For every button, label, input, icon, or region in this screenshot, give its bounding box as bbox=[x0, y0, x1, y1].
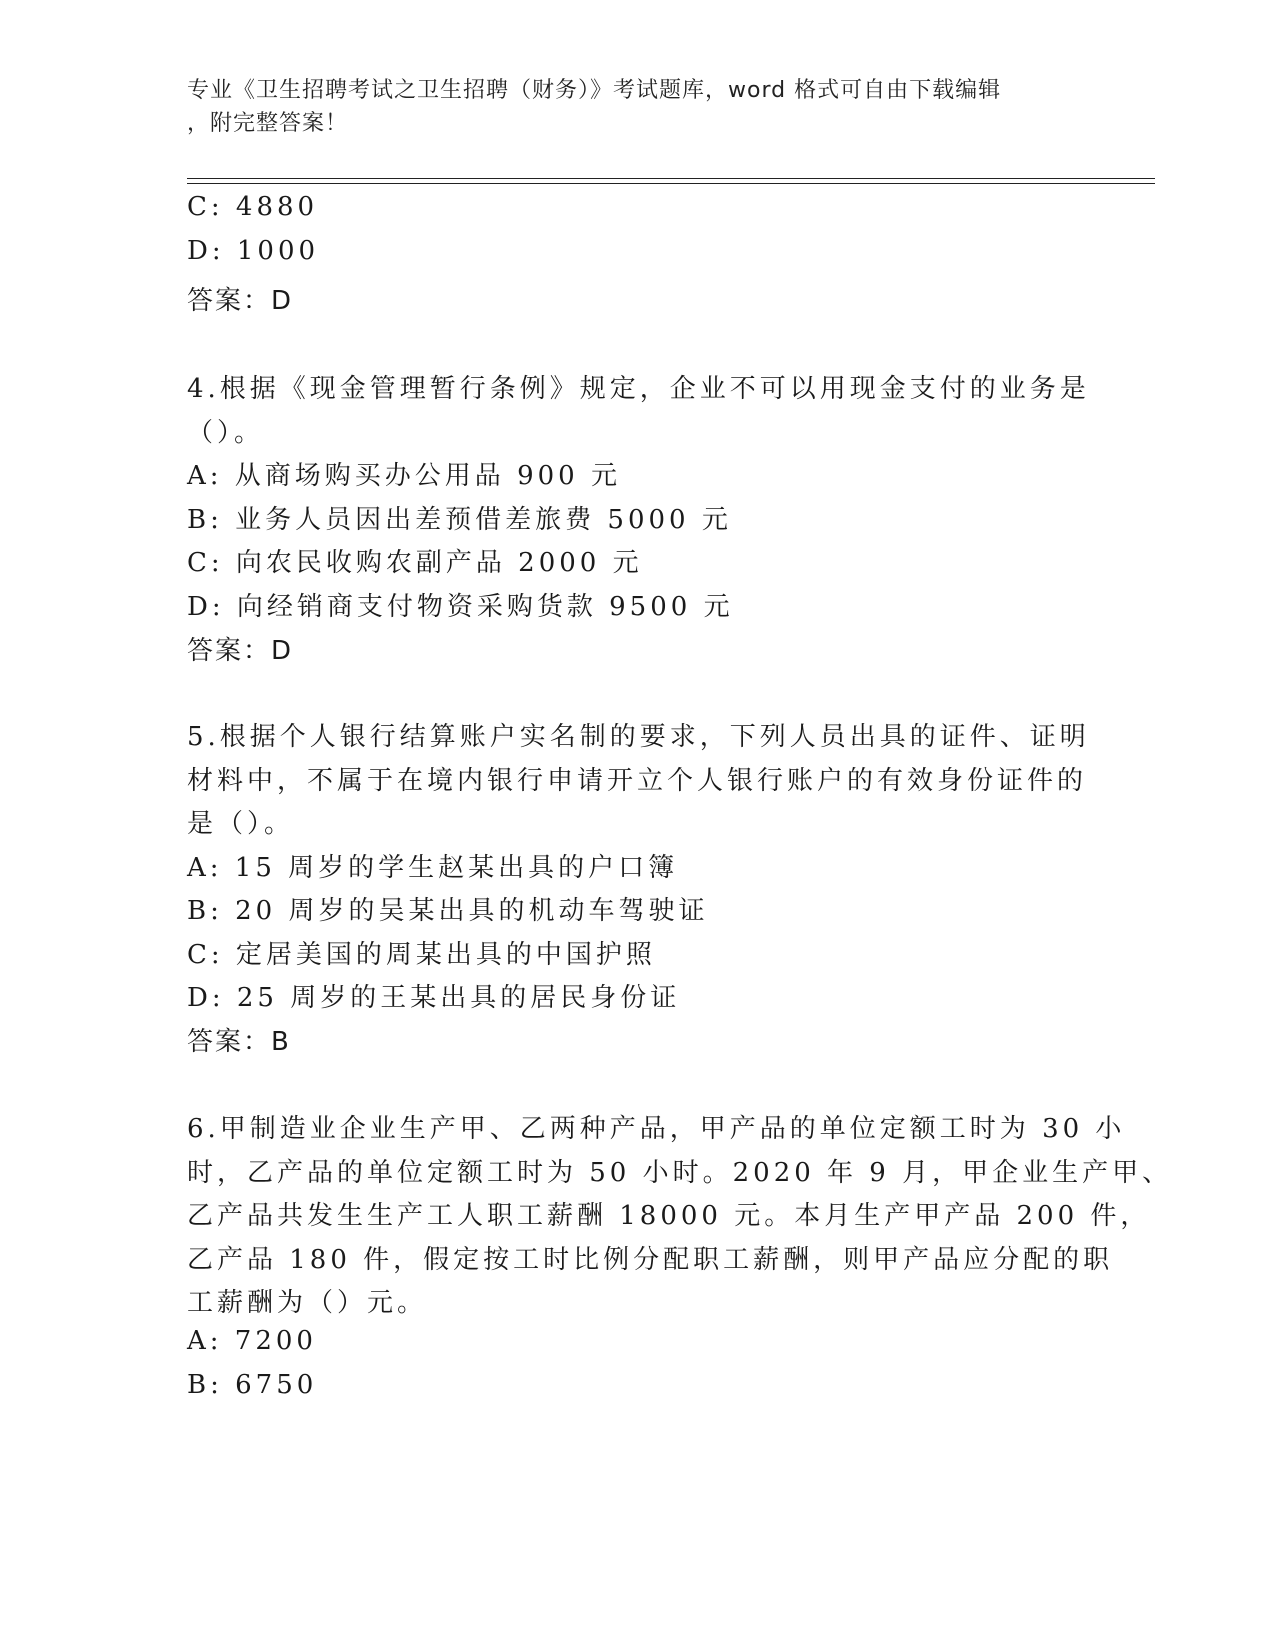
q6-stem-line: 乙产品 180 件，假定按工时比例分配职工薪酬，则甲产品应分配的职 bbox=[187, 1245, 1114, 1275]
q4-option-b: B: 业务人员因出差预借差旅费 5000 元 bbox=[187, 505, 732, 535]
q3-option-c: C: 4880 bbox=[187, 192, 319, 222]
q6-stem-line: 乙产品共发生生产工人职工薪酬 18000 元。本月生产甲产品 200 件， bbox=[187, 1201, 1151, 1231]
q5-option-c: C: 定居美国的周某出具的中国护照 bbox=[187, 940, 656, 970]
q3-option-d: D: 1000 bbox=[187, 236, 320, 266]
q5-stem-line: 是（）。 bbox=[187, 809, 295, 839]
q4-stem-line: 4.根据《现金管理暂行条例》规定，企业不可以用现金支付的业务是 bbox=[187, 374, 1090, 404]
q4-option-d: D: 向经销商支付物资采购货款 9500 元 bbox=[187, 592, 734, 622]
q6-stem-line: 6.甲制造业企业生产甲、乙两种产品，甲产品的单位定额工时为 30 小 bbox=[187, 1114, 1126, 1144]
q4-stem-line: （）。 bbox=[187, 418, 265, 448]
q5-stem-line: 材料中，不属于在境内银行申请开立个人银行账户的有效身份证件的 bbox=[187, 766, 1088, 796]
q5-option-d: D: 25 周岁的王某出具的居民身份证 bbox=[187, 983, 681, 1013]
q3-answer: 答案：D bbox=[187, 286, 294, 316]
header-divider-bottom bbox=[187, 183, 1155, 184]
q4-option-c: C: 向农民收购农副产品 2000 元 bbox=[187, 548, 643, 578]
q5-option-a: A: 15 周岁的学生赵某出具的户口簿 bbox=[187, 853, 679, 883]
q5-option-b: B: 20 周岁的吴某出具的机动车驾驶证 bbox=[187, 896, 709, 926]
q6-stem-line: 工薪酬为（）元。 bbox=[187, 1288, 428, 1318]
q5-stem-line: 5.根据个人银行结算账户实名制的要求，下列人员出具的证件、证明 bbox=[187, 722, 1090, 752]
q5-answer: 答案：B bbox=[187, 1027, 291, 1057]
q4-option-a: A: 从商场购买办公用品 900 元 bbox=[187, 461, 621, 491]
header-title-line-continued: ，附完整答案！ bbox=[187, 111, 349, 136]
header-divider-top bbox=[187, 178, 1155, 179]
header-title-line: 专业《卫生招聘考试之卫生招聘（财务）》考试题库，word 格式可自由下载编辑 bbox=[187, 78, 1002, 103]
q6-stem-line: 时，乙产品的单位定额工时为 50 小时。2020 年 9 月，甲企业生产甲、 bbox=[187, 1158, 1173, 1188]
q6-option-a: A: 7200 bbox=[187, 1326, 317, 1356]
document-header bbox=[187, 74, 1067, 140]
q6-option-b: B: 6750 bbox=[187, 1370, 318, 1400]
q4-answer: 答案：D bbox=[187, 636, 294, 666]
